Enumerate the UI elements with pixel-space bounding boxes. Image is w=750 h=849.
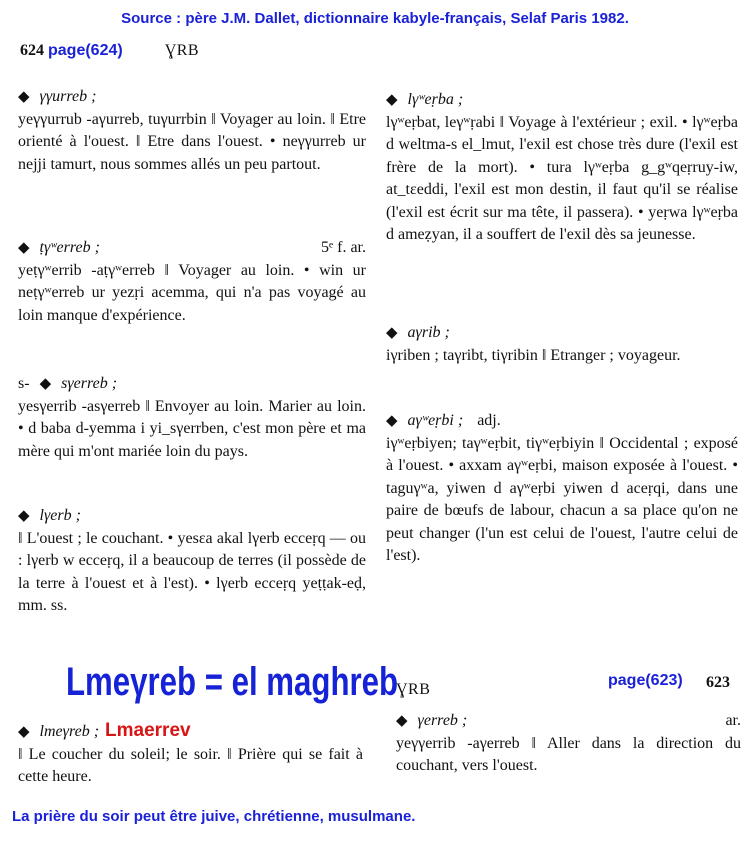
entry-yerreb xyxy=(396,710,741,778)
diamond-icon: ◆ xyxy=(386,92,398,108)
diamond-icon: ◆ xyxy=(386,413,398,429)
headword: ṭγʷerreb ; xyxy=(39,239,100,256)
entry-tyerreb xyxy=(18,237,366,327)
title-overlay: Lmeγreb = el maghreb xyxy=(66,660,399,704)
headword: γγurreb ; xyxy=(39,88,97,105)
entry-ayrib xyxy=(386,322,738,367)
headword: aγʷeṛbi ; xyxy=(407,412,464,429)
diamond-icon: ◆ xyxy=(18,508,30,524)
entry-yyurreb xyxy=(18,86,366,176)
entry-body: ‖ L'ouest ; le couchant. • yesεa akal lγerb ecceṛq — ou : lγerb w ecceṛq, il a beaucoup de terres (il possède de la terre à l'ouest et à l'est). • lγerb ecceṛq yeṭṭak-eḍ, mm. ss. xyxy=(18,529,366,614)
diamond-icon: ◆ xyxy=(18,240,30,256)
footer-note: La prière du soir peut être juive, chrétienne, musulmane. xyxy=(12,808,416,825)
entry-body: ‖ Le coucher du soleil; le soir. ‖ Prière qui se fait à cette heure. xyxy=(18,745,363,785)
headword: aγrib ; xyxy=(407,324,450,341)
annotation-red: Lmaerrev xyxy=(105,720,191,741)
entry-body: yeγγerrib -aγerreb ‖ Aller dans la direction du couchant, vers l'ouest. xyxy=(396,734,741,774)
entry-body: iγʷeṛbiyen; taγʷeṛbit, tiγʷeṛbiyin ‖ Occidental ; exposé à l'ouest. • axxam aγʷeṛbi, maison exposée à l'ouest. • taguγʷa, yiwen d aγʷeṛbi yiwen d aceṛqi, dans une paire de bœufs de labour, chacun a sa place qu'on ne peut changer (l'un est celui de l'ouest, l'autre celui de l'est). xyxy=(386,434,738,564)
grammar-note: adj. xyxy=(477,412,501,429)
diamond-icon: ◆ xyxy=(396,713,408,729)
entry-body: yeγγurrub -aγurreb, tuγurrbin ‖ Voyager au loin. ‖ Etre orienté à l'ouest. ‖ Etre dans l'ouest. • neγγurreb ur nejji tamurt, nous sommes allés un peu partout. xyxy=(18,110,366,173)
source-citation: Source : père J.M. Dallet, dictionnaire kabyle-français, Selaf Paris 1982. xyxy=(121,10,629,27)
prefix-label: s- xyxy=(18,375,30,392)
root-label-bottom: ƔRB xyxy=(396,681,431,698)
root-label: ƔRB xyxy=(164,42,200,59)
page-header-top xyxy=(20,42,199,60)
page-number-bottom: 623 xyxy=(706,674,730,691)
headword: γerreb ; xyxy=(417,712,468,729)
headword: lmeγreb ; xyxy=(39,723,100,740)
page-number: 624 xyxy=(20,42,44,59)
diamond-icon: ◆ xyxy=(18,89,30,105)
entry-ayerbi xyxy=(386,410,738,568)
entry-body: yeṭγʷerrib -aṭγʷerreb ‖ Voyager au loin. • win ur neṭγʷerreb ur yezṛi acemma, qui n'a pas voyagé au loin manque d'expérience. xyxy=(18,261,366,324)
page-label: page(624) xyxy=(48,42,123,59)
grammar-note: ar. xyxy=(725,712,741,729)
headword: lγʷeṛba ; xyxy=(407,91,464,108)
entry-body: yesγerrib -asγerreb ‖ Envoyer au loin. Marier au loin. • d baba d-yemma i yi_sγerrben, c'est mon père et ma mère qui m'ont mariée loin du pays. xyxy=(18,397,366,460)
page-label-bottom: page(623) xyxy=(608,672,683,689)
entry-lmeyreb xyxy=(18,720,363,789)
entry-lyerba xyxy=(386,89,738,247)
headword: lγerb ; xyxy=(39,507,81,524)
entry-body: iγriben ; taγribt, tiγribin ‖ Etranger ; voyageur. xyxy=(386,346,681,364)
headword: sγerreb ; xyxy=(61,375,118,392)
entry-syerreb xyxy=(18,373,366,463)
diamond-icon: ◆ xyxy=(39,376,52,392)
diamond-icon: ◆ xyxy=(386,325,398,341)
grammar-note: 5ᵉ f. ar. xyxy=(321,239,366,256)
entry-lyerb xyxy=(18,505,366,618)
entry-body: lγʷeṛbat, leγʷṛabi ‖ Voyage à l'extérieur ; exil. • lγʷeṛba d weltma-s el_lmut, l'exil est chose très dure (l'exil est frère de la mort). • tura lγʷeṛba g_gʷqeṛruy-iw, at_tεeddi, l'exil est mon destin, il faut qu'il se réalise (l'exil est écrit sur ma tête, il passera). • yeṛwa lγʷeṛba d ameẓyan, il a souffert de l'exil dès sa jeunesse. xyxy=(386,113,738,243)
diamond-icon: ◆ xyxy=(18,724,30,740)
